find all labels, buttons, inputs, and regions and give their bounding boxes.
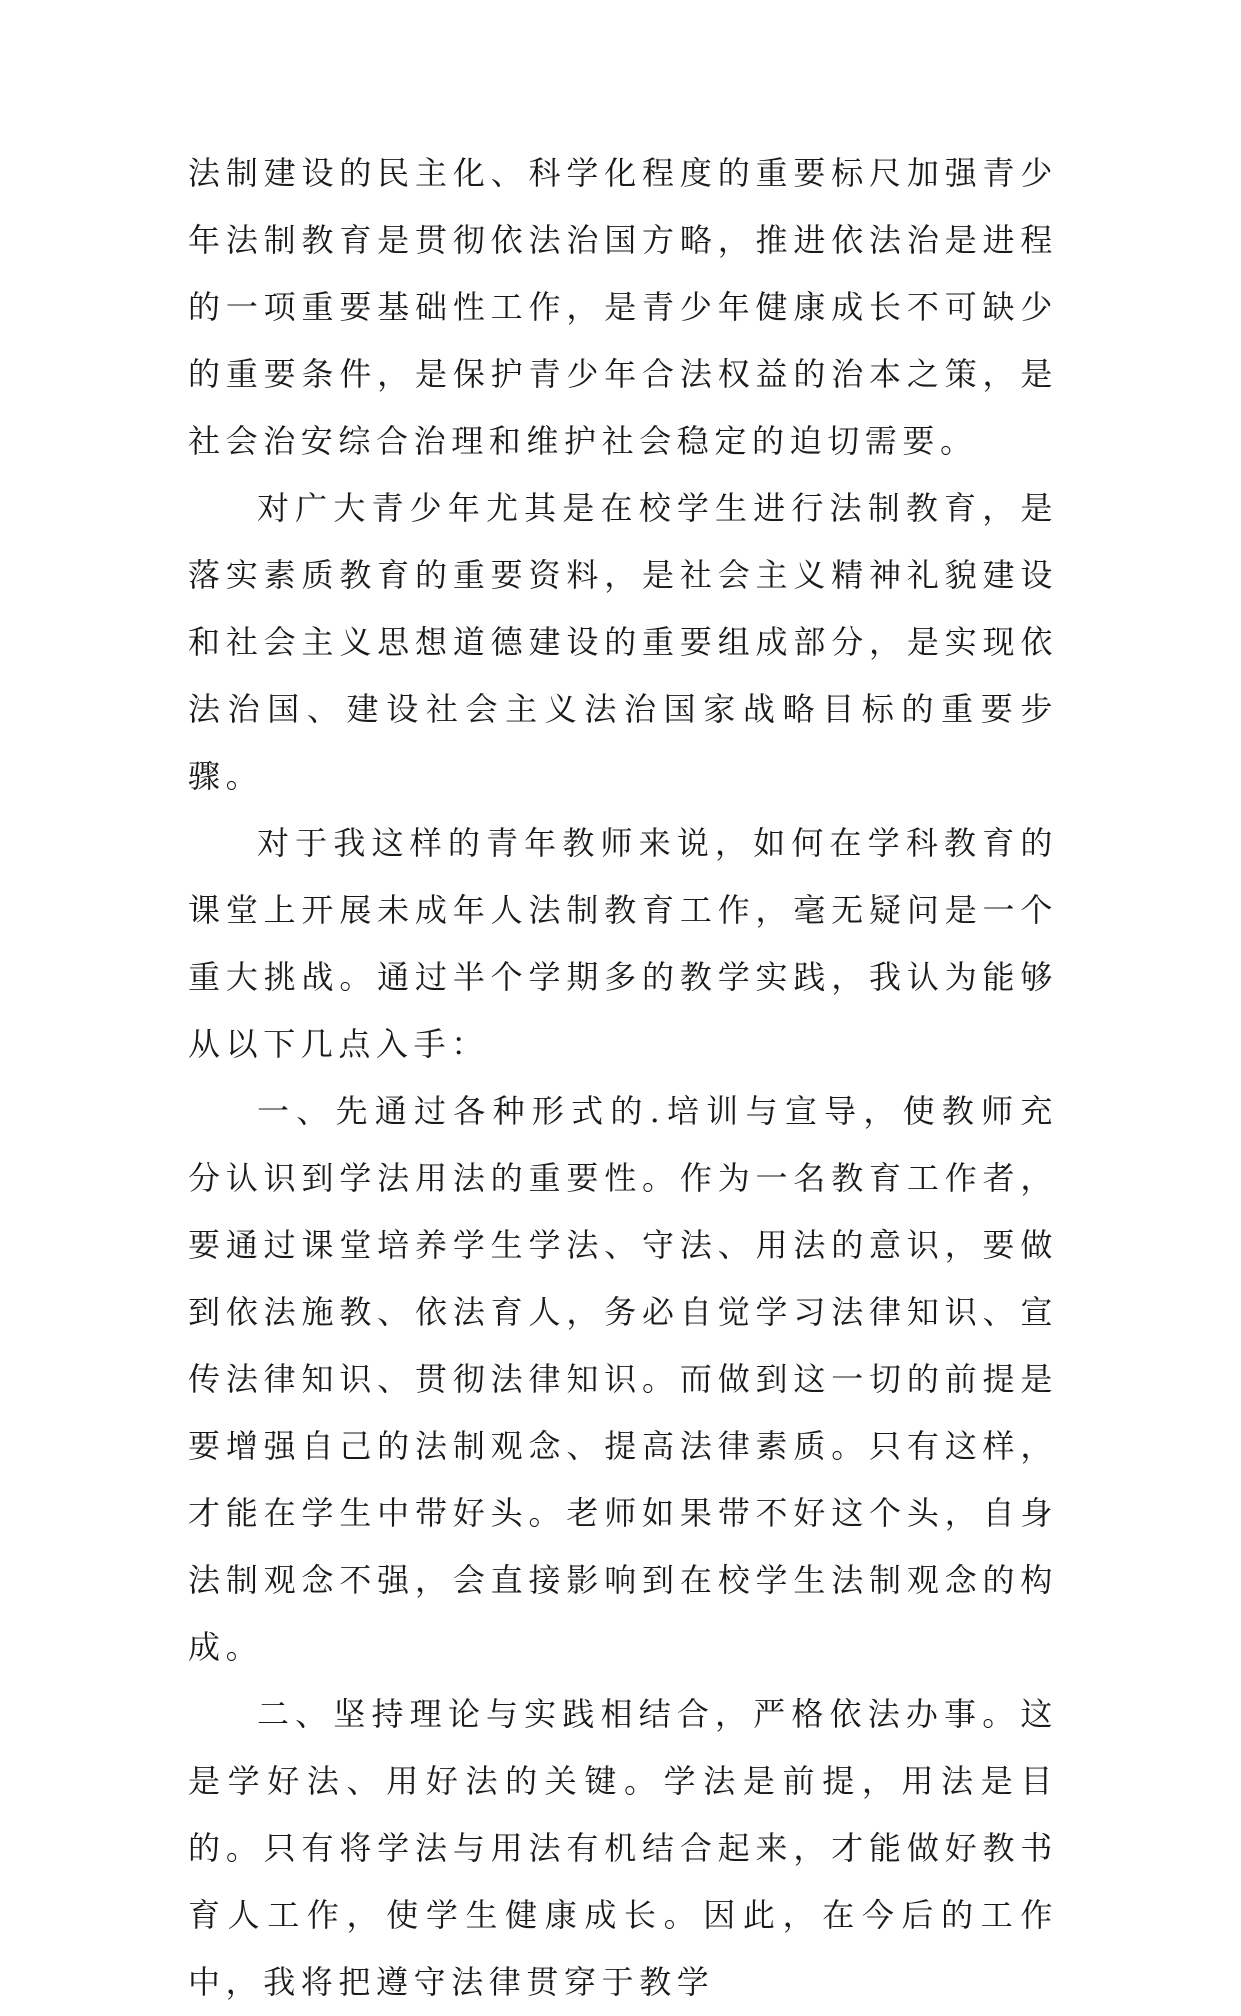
paragraph-5: 二、坚持理论与实践相结合，严格依法办事。这是学好法、用好法的关键。学法是前提，用法是目的。只有将学法与用法有机结合起来，才能做好教书育人工作，使学生健康成长。因此，在今后的工作中，我将把遵守法律贯穿于教学 — [188, 1695, 1058, 2001]
paragraph-4: 一、先通过各种形式的.培训与宣导，使教师充分认识到学法用法的重要性。作为一名教育工作者，要通过课堂培养学生学法、守法、用法的意识，要做到依法施教、依法育人，务必自觉学习法律知识、宣传法律知识、贯彻法律知识。而做到这一切的前提是要增强自己的法制观念、提高法律素质。只有这样，才能在学生中带好头。老师如果带不好这个头，自身法制观念不强，会直接影响到在校学生法制观念的构成。 — [188, 1092, 1058, 1666]
document-body — [188, 140, 1058, 2016]
paragraph-2: 对广大青少年尤其是在校学生进行法制教育，是落实素质教育的重要资料，是社会主义精神礼貌建设和社会主义思想道德建设的重要组成部分，是实现依法治国、建设社会主义法治国家战略目标的重要步骤。 — [188, 489, 1058, 795]
paragraph-1: 法制建设的民主化、科学化程度的重要标尺加强青少年法制教育是贯彻依法治国方略，推进依法治是进程的一项重要基础性工作，是青少年健康成长不可缺少的重要条件，是保护青少年合法权益的治本之策，是社会治安综合治理和维护社会稳定的迫切需要。 — [188, 154, 1058, 460]
paragraph-3: 对于我这样的青年教师来说，如何在学科教育的课堂上开展未成年人法制教育工作，毫无疑问是一个重大挑战。通过半个学期多的教学实践，我认为能够从以下几点入手： — [188, 824, 1058, 1063]
